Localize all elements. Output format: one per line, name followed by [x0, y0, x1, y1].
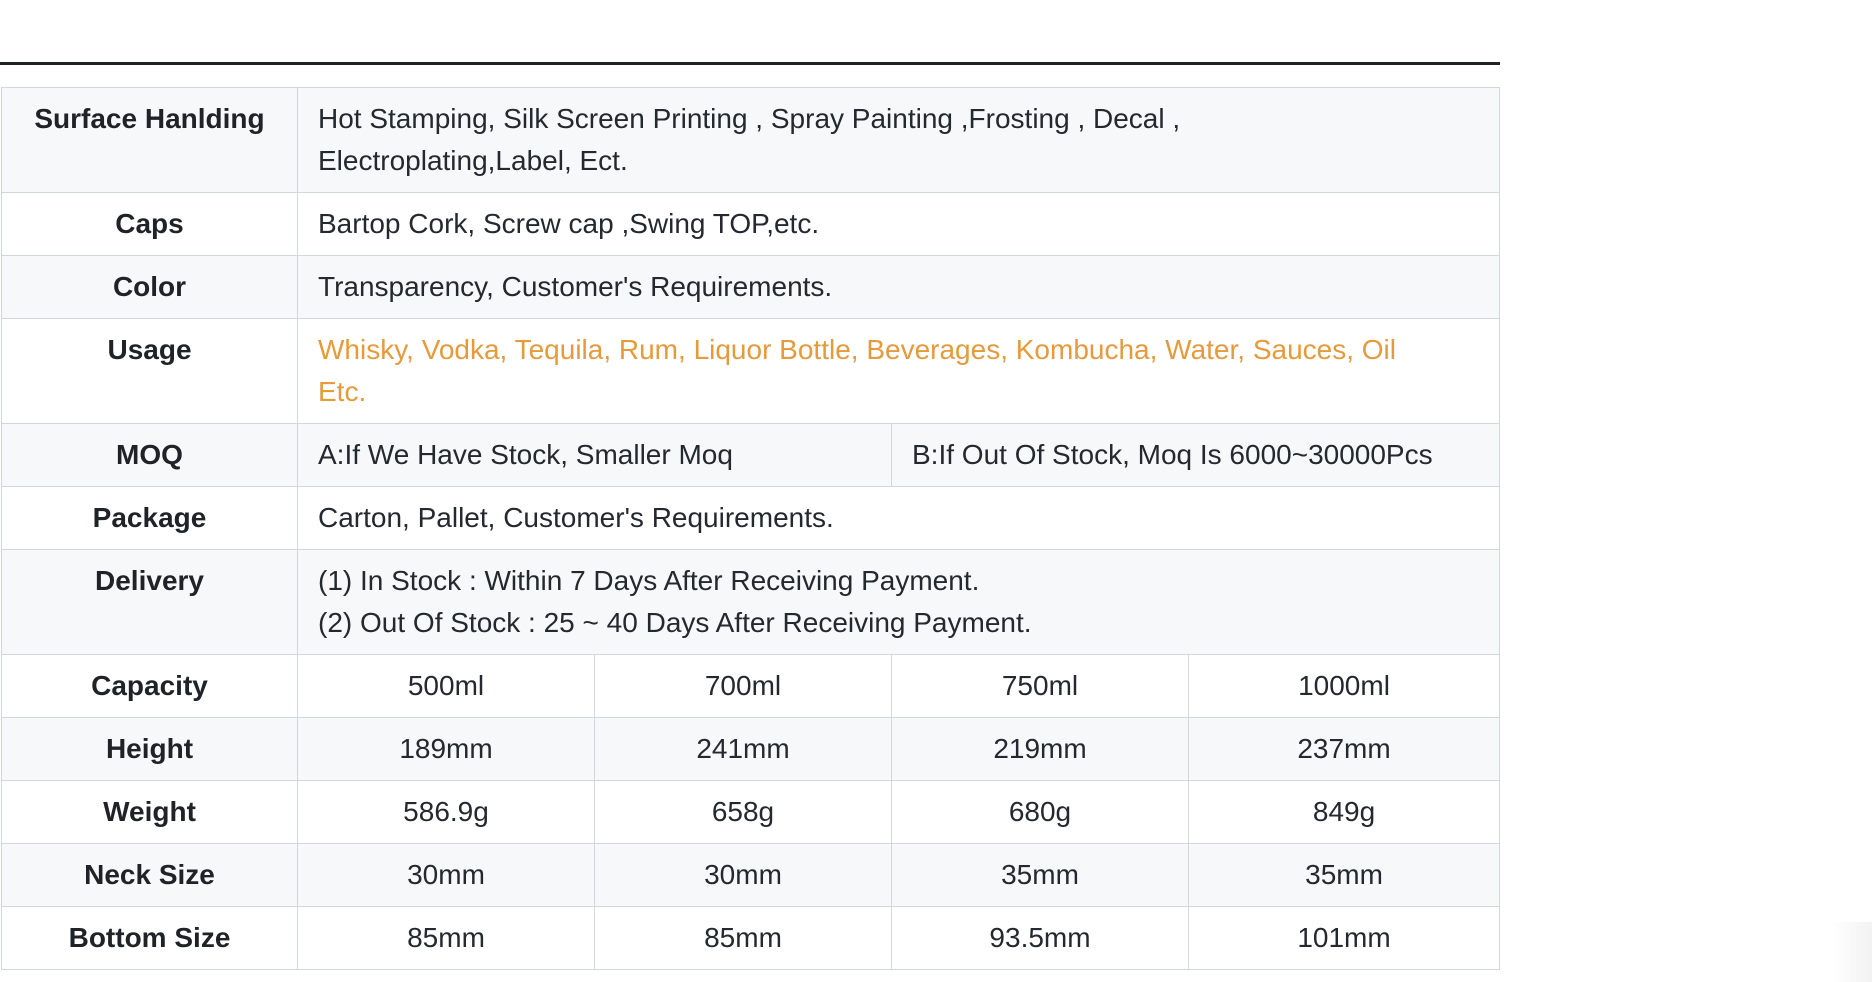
- delivery-value: [298, 550, 1500, 655]
- moq-option-a: A:If We Have Stock, Smaller Moq: [298, 424, 892, 487]
- table-row-neck-size: [2, 844, 1500, 907]
- page-corner-shadow: [1832, 922, 1872, 982]
- delivery-line-1: (1) In Stock : Within 7 Days After Receiving Payment.: [318, 565, 980, 596]
- table-row-capacity: [2, 655, 1500, 718]
- row-label: MOQ: [2, 424, 298, 487]
- table-cell: 30mm: [595, 844, 892, 907]
- moq-option-b: B:If Out Of Stock, Moq Is 6000~30000Pcs: [892, 424, 1500, 487]
- table-cell: 586.9g: [298, 781, 595, 844]
- table-row-caps: [2, 193, 1500, 256]
- table-cell: 93.5mm: [892, 907, 1189, 970]
- row-label: Surface Hanlding: [2, 88, 298, 193]
- table-cell: 680g: [892, 781, 1189, 844]
- surface-value: [298, 88, 1500, 193]
- row-label: Delivery: [2, 550, 298, 655]
- table-cell: 101mm: [1189, 907, 1500, 970]
- usage-line-2: Etc.: [318, 376, 367, 407]
- row-label: Bottom Size: [2, 907, 298, 970]
- table-cell: 849g: [1189, 781, 1500, 844]
- table-cell: 500ml: [298, 655, 595, 718]
- horizontal-rule: [0, 62, 1500, 65]
- table-cell: 35mm: [892, 844, 1189, 907]
- table-row-surface: [2, 88, 1500, 193]
- table-cell: 85mm: [595, 907, 892, 970]
- row-label: Color: [2, 256, 298, 319]
- usage-value: [298, 319, 1500, 424]
- color-value: Transparency, Customer's Requirements.: [298, 256, 1500, 319]
- table-cell: 85mm: [298, 907, 595, 970]
- table-cell: 658g: [595, 781, 892, 844]
- row-label: Neck Size: [2, 844, 298, 907]
- table-row-bottom-size: [2, 907, 1500, 970]
- table-row-height: [2, 718, 1500, 781]
- table-row-delivery: [2, 550, 1500, 655]
- table-row-moq: [2, 424, 1500, 487]
- table-cell: 237mm: [1189, 718, 1500, 781]
- usage-line-1: Whisky, Vodka, Tequila, Rum, Liquor Bottle, Beverages, Kombucha, Water, Sauces, Oil: [318, 334, 1396, 365]
- table-cell: 750ml: [892, 655, 1189, 718]
- delivery-line-2: (2) Out Of Stock : 25 ~ 40 Days After Receiving Payment.: [318, 607, 1032, 638]
- package-value: Carton, Pallet, Customer's Requirements.: [298, 487, 1500, 550]
- surface-line-2: Electroplating,Label, Ect.: [318, 145, 628, 176]
- table-cell: 189mm: [298, 718, 595, 781]
- table-cell: 30mm: [298, 844, 595, 907]
- table-cell: 1000ml: [1189, 655, 1500, 718]
- row-label: Weight: [2, 781, 298, 844]
- table-row-package: [2, 487, 1500, 550]
- table-row-color: [2, 256, 1500, 319]
- table-row-usage: [2, 319, 1500, 424]
- table-cell: 219mm: [892, 718, 1189, 781]
- product-spec-table: [1, 87, 1500, 970]
- row-label: Height: [2, 718, 298, 781]
- surface-line-1: Hot Stamping, Silk Screen Printing , Spray Painting ,Frosting , Decal ,: [318, 103, 1181, 134]
- table-cell: 241mm: [595, 718, 892, 781]
- row-label: Capacity: [2, 655, 298, 718]
- table-cell: 35mm: [1189, 844, 1500, 907]
- row-label: Package: [2, 487, 298, 550]
- table-cell: 700ml: [595, 655, 892, 718]
- caps-value: Bartop Cork, Screw cap ,Swing TOP,etc.: [298, 193, 1500, 256]
- row-label: Usage: [2, 319, 298, 424]
- table-row-weight: [2, 781, 1500, 844]
- row-label: Caps: [2, 193, 298, 256]
